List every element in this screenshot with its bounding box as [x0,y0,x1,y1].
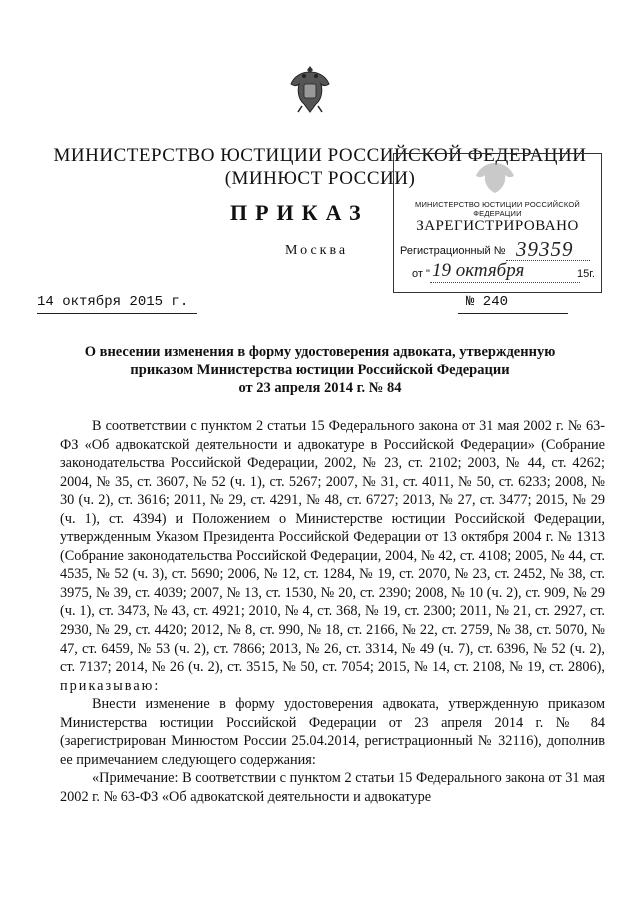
order-title-line: от 23 апреля 2014 г. № 84 [238,380,402,396]
stamp-regno: 39359 [516,237,574,261]
ministry-short-name: (МИНЮСТ РОССИИ) [224,168,416,189]
order-body [60,417,605,806]
order-title-line: О внесении изменения в форму удостоверения адвоката, утвержденную [84,344,556,360]
order-title [60,343,580,397]
order-date-underline [37,313,197,314]
stamp-registered: ЗАРЕГИСТРИРОВАНО [416,218,579,234]
body-paragraph: «Примечание: В соответствии с пунктом 2 статьи 15 Федерального закона от 31 мая 2002 г. № 63-ФЗ «Об адвокатской деятельности и адвокатуре [60,770,605,805]
stamp-regno-label: Регистрационный № [400,245,506,257]
stamp-from-label: от " [412,268,430,280]
order-number-underline [458,313,568,314]
coat-of-arms-icon [288,62,332,118]
order-title-line: приказом Министерства юстиции Российской Федерации [130,362,510,378]
stamp-date-underline [430,282,580,283]
legal-basis-text: В соответствии с пунктом 2 статьи 15 Федерального закона от 31 мая 2002 г. № 63-ФЗ «Об адвокатской деятельности и адвокатуре в Российской Федерации» (Собрание законодательства Российской Федерации, 2002, № 23, ст. 2102; 2003, № 44, ст. 4262; 2004, № 35, ст. 3607, № 52 (ч. 1), ст. 5267; 2007, № 31, ст. 4011, № 50, ст. 6233; 2008, № 30 (ч. 2), ст. 3616; 2011, № 29, ст. 4291, № 48, ст. 6727; 2013, № 27, ст. 3477; 2015, № 29 (ч. 1), ст. 4394) и Положением о Министерстве юстиции Российской Федерации, утвержденным Указом Президента Российской Федерации от 13 октября 2004 г. № 1313 (Собрание законодательства Российской Федерации, 2004, № 42, ст. 4108; 2005, № 44, ст. 4535, № 52 (ч. 3), ст. 5690; 2006, № 12, ст. 1284, № 19, ст. 2070, № 23, ст. 2452, № 38, ст. 3975, № 39, ст. 4039; 2007, № 13, ст. 1530, № 20, ст. 2390; 2008, № 10 (ч. 2), ст. 909, № 29 (ч. 1), ст. 3473, № 43, ст. 4921; 2010, № 4, ст. 368, № 19, ст. 2300; 2011, № 21, ст. 2927, ст. 2930, № 29, ст. 4420; 2012, № 8, ст. 990, № 18, ст. 2166, № 22, ст. 2759, № 38, ст. 5070, № 47, ст. 6459, № 53 (ч. 2), ст. 7866; 2013, № 26, ст. 3314, № 49 (ч. 7), ст. 6396, № 52 (ч. 2), ст. 7137; 2014, № 26 (ч. 2), ст. 3515, № 50, ст. 7054; 2015, № 14, ст. 2108, № 19, ст. 2806), [60,418,605,676]
order-word: приказываю: [60,677,161,694]
stamp-year-suffix: 15г. [577,268,595,280]
city: Москва [285,243,349,258]
stamp-ministry: МИНИСТЕРСТВО ЮСТИЦИИ РОССИЙСКОЙ ФЕДЕРАЦИИ [415,200,580,218]
eagle-seal-icon [472,160,518,196]
order-date: 14 октября 2015 г. [37,294,189,310]
body-paragraph: Внести изменение в форму удостоверения адвоката, утвержденную приказом Министерства юстиции Российской Федерации от 23 апреля 2014 г. № 84 (зарегистрирован Минюстом России 25.04.2014, регистрационный № 32116), дополнив ее примечанием следующего содержания: [60,696,605,768]
order-number: № 240 [466,294,509,310]
ministry-name: МИНИСТЕРСТВО ЮСТИЦИИ РОССИЙСКОЙ ФЕДЕРАЦИИ [53,145,587,166]
document-type: ПРИКАЗ [230,200,369,225]
body-paragraph [60,417,605,695]
stamp-date: 19 октября [432,260,525,281]
registration-stamp [393,153,602,293]
